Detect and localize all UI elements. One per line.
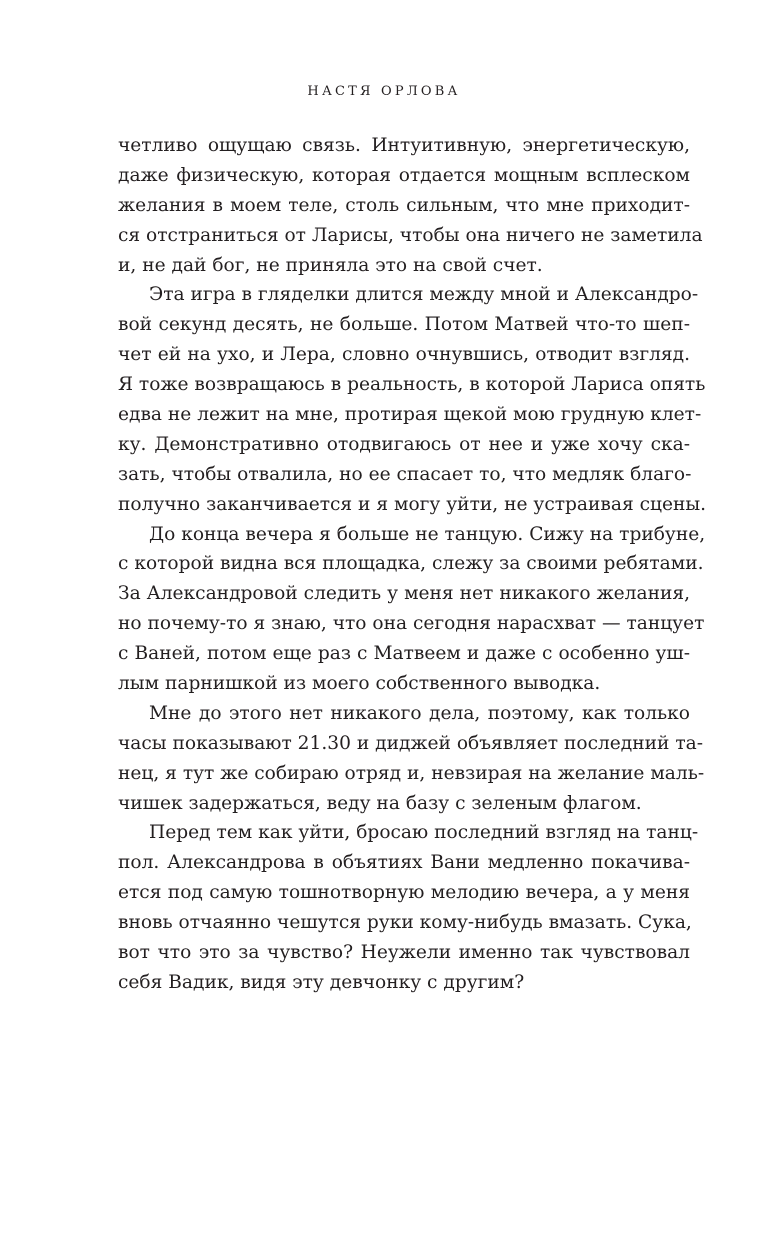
text-line: ку. Демонстративно отодвигаюсь от нее и уже хочу ска- [118,433,690,455]
text-line: с которой видна вся площадка, слежу за своими ребятами. [118,553,704,575]
text-line: Мне до этого нет никакого дела, поэтому, как только [149,702,690,724]
paragraph-1 [118,131,703,280]
text-line: вновь отчаянно чешутся руки кому-нибудь вмазать. Сука, [118,912,692,934]
text-line: вот что это за чувство? Неужели именно так чувствовал [118,942,690,964]
text-line: желания в моем теле, столь сильным, что мне приходит- [118,194,690,216]
text-line: зать, чтобы отвалила, но ее спасает то, что медляк благо- [118,463,692,485]
paragraph-5 [118,818,699,997]
text-line: лым парнишкой из моего собственного выводка. [118,673,601,695]
text-line: чет ей на ухо, и Лера, словно очнувшись, отводит взгляд. [118,344,690,366]
text-line: четливо ощущаю связь. Интуитивную, энергетическую, [118,135,690,156]
text-line: часы показывают 21.30 и диджей объявляет последний та- [118,732,703,754]
text-line: себя Вадик, видя эту девчонку с другим? [118,971,525,993]
paragraph-4 [118,699,705,819]
text-line: ся отстраниться от Ларисы, чтобы она ничего не заметила [118,224,703,246]
text-line: чишек задержаться, веду на базу с зеленым флагом. [118,792,642,814]
text-line: и, не дай бог, не приняла это на свой счет. [118,254,543,276]
text-line: но почему-то я знаю, что она сегодня нарасхват — танцует [118,613,705,635]
text-line: За Александровой следить у меня нет никакого желания, [118,583,690,605]
running-header: НАСТЯ ОРЛОВА [307,84,461,99]
body-text [118,131,707,998]
text-line: Перед тем как уйти, бросаю последний взгляд на танц- [149,822,699,844]
text-line: с Ваней, потом еще раз с Матвеем и даже с особенно уш- [118,643,690,665]
text-line: Эта игра в гляделки длится между мной и Александро- [149,284,699,306]
paragraph-2 [118,280,707,519]
text-line: едва не лежит на мне, протирая щекой мою грудную клет- [118,404,702,426]
text-line: ется под самую тошнотворную мелодию вечера, а у меня [118,882,690,904]
text-line: До конца вечера я больше не танцую. Сижу на трибуне, [149,523,706,545]
text-line: нец, я тут же собираю отряд и, невзирая на желание маль- [118,762,705,784]
text-line: пол. Александрова в объятиях Вани медленно покачива- [118,852,690,874]
text-line: Я тоже возвращаюсь в реальность, в которой Лариса опять [118,374,706,396]
text-line: вой секунд десять, не больше. Потом Матвей что-то шеп- [118,314,690,336]
text-line: получно заканчивается и я могу уйти, не устраивая сцены. [118,493,707,515]
text-line: даже физическую, которая отдается мощным всплеском [118,164,690,186]
paragraph-3 [118,520,706,699]
